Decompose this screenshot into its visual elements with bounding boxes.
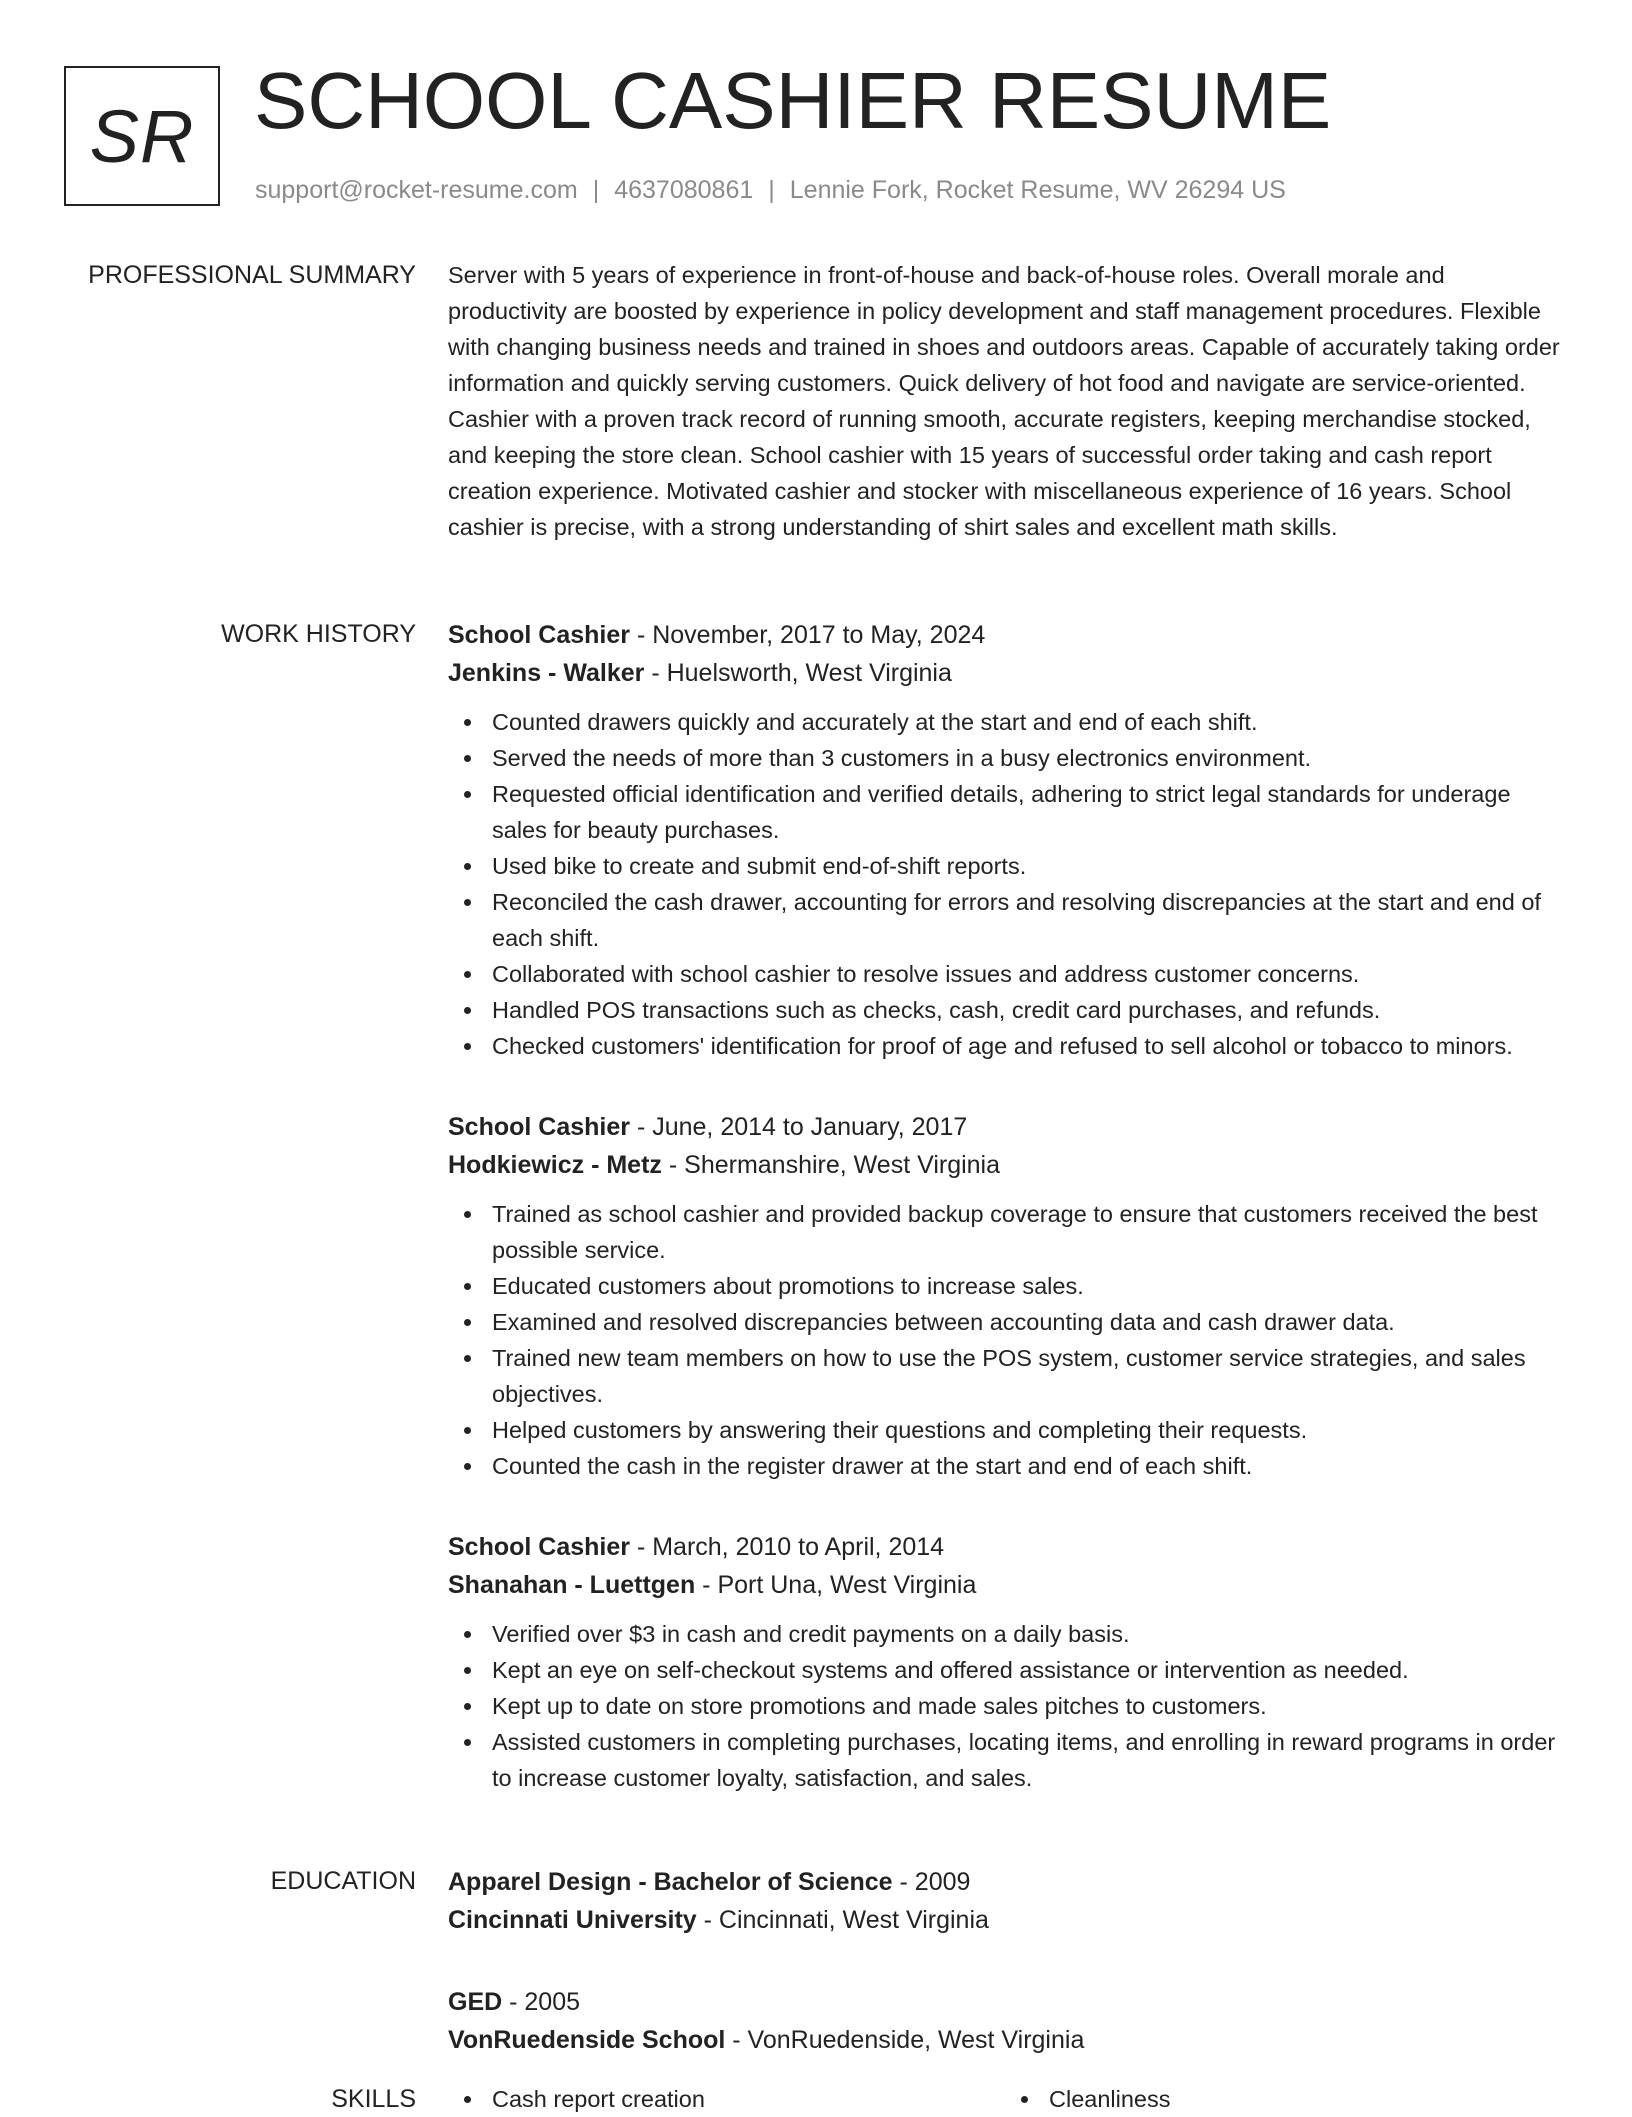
job-company-line [448, 1146, 1562, 1184]
job-company: Hodkiewicz - Metz [448, 1151, 662, 1179]
job-dates: - March, 2010 to April, 2014 [630, 1533, 945, 1561]
contact-separator: | [592, 176, 600, 204]
job-bullet: Examined and resolved discrepancies between accounting data and cash drawer data. [448, 1304, 1562, 1340]
job-entry [448, 616, 1562, 1064]
job-entry [448, 1108, 1562, 1484]
job-bullet: Kept an eye on self-checkout systems and offered assistance or intervention as needed. [448, 1652, 1562, 1688]
job-location: - Port Una, West Virginia [695, 1571, 977, 1599]
job-bullet: Requested official identification and verified details, adhering to strict legal standards for underage sales for beauty purchases. [448, 776, 1562, 848]
education-year: - 2009 [892, 1868, 971, 1896]
contact-phone[interactable]: 4637080861 [614, 176, 754, 204]
education-degree-line [448, 1983, 1562, 2021]
contact-email[interactable]: support@rocket-resume.com [255, 176, 578, 204]
education-location: - Cincinnati, West Virginia [696, 1906, 989, 1934]
education-school: Cincinnati University [448, 1906, 697, 1934]
job-bullet: Trained as school cashier and provided backup coverage to ensure that customers received the best possible service. [448, 1196, 1562, 1268]
job-title: School Cashier [448, 621, 630, 649]
job-bullet: Assisted customers in completing purchases, locating items, and enrolling in reward programs in order to increase customer loyalty, satisfaction, and sales. [448, 1724, 1562, 1796]
job-title-line [448, 1528, 1562, 1566]
job-bullet-list [448, 1616, 1562, 1796]
job-bullet-list [448, 704, 1562, 1064]
job-title: School Cashier [448, 1533, 630, 1561]
job-bullet: Helped customers by answering their questions and completing their requests. [448, 1412, 1562, 1448]
job-company: Shanahan - Luettgen [448, 1571, 696, 1599]
education-school-line [448, 2021, 1562, 2059]
work-history-body [448, 616, 1562, 1840]
education-school-line [448, 1901, 1562, 1939]
contact-separator: | [768, 176, 775, 204]
monogram-box [64, 66, 220, 206]
section-label-education: EDUCATION [270, 1867, 416, 1895]
education-year: - 2005 [502, 1988, 581, 2016]
job-bullet: Kept up to date on store promotions and made sales pitches to customers. [448, 1688, 1562, 1724]
education-body [448, 1863, 1562, 2103]
contact-line [255, 174, 1286, 206]
job-bullet: Checked customers' identification for proof of age and refused to sell alcohol or tobacco to minors. [448, 1028, 1562, 1064]
job-dates: - November, 2017 to May, 2024 [630, 621, 986, 649]
job-bullet: Counted the cash in the register drawer at the start and end of each shift. [448, 1448, 1562, 1484]
job-dates: - June, 2014 to January, 2017 [630, 1113, 968, 1141]
job-bullet: Trained new team members on how to use the POS system, customer service strategies, and sales objectives. [448, 1340, 1562, 1412]
job-title: School Cashier [448, 1113, 630, 1141]
education-entry [448, 1863, 1562, 1939]
job-bullet: Counted drawers quickly and accurately at the start and end of each shift. [448, 704, 1562, 740]
job-company-line [448, 654, 1562, 692]
education-degree-line [448, 1863, 1562, 1901]
education-degree: GED [448, 1988, 503, 2016]
job-bullet: Collaborated with school cashier to resolve issues and address customer concerns. [448, 956, 1562, 992]
job-bullet: Verified over $3 in cash and credit payments on a daily basis. [448, 1616, 1562, 1652]
job-bullet: Handled POS transactions such as checks, cash, credit card purchases, and refunds. [448, 992, 1562, 1028]
job-entry [448, 1528, 1562, 1796]
education-entry [448, 1983, 1562, 2059]
education-school: VonRuedenside School [448, 2026, 726, 2054]
skill-item: Cash report creation [448, 2081, 1005, 2117]
resume-title: SCHOOL CASHIER RESUME [254, 56, 1332, 145]
job-location: - Huelsworth, West Virginia [644, 659, 952, 687]
skill-item: Cleanliness [1005, 2081, 1562, 2117]
contact-address: Lennie Fork, Rocket Resume, WV 26294 US [789, 176, 1286, 204]
job-bullet: Used bike to create and submit end-of-shift reports. [448, 848, 1562, 884]
job-bullet-list [448, 1196, 1562, 1484]
section-label-summary: PROFESSIONAL SUMMARY [88, 261, 416, 289]
summary-text: Server with 5 years of experience in front-of-house and back-of-house roles. Overall morale and productivity are boosted by experience in policy development and staff management procedures. Flexible with changing business needs and trained in shoes and outdoors areas. Capable of accurately taking order information and quickly serving customers. Quick delivery of hot food and navigate are service-oriented. Cashier with a proven track record of running smooth, accurate registers, keeping merchandise stocked, and keeping the store clean. School cashier with 15 years of successful order taking and cash report creation experience. Motivated cashier and stocker with miscellaneous experience of 16 years. School cashier is precise, with a strong understanding of shirt sales and excellent math skills. [448, 262, 1560, 540]
education-location: - VonRuedenside, West Virginia [725, 2026, 1085, 2054]
job-bullet: Served the needs of more than 3 customers in a busy electronics environment. [448, 740, 1562, 776]
job-location: - Shermanshire, West Virginia [661, 1151, 1001, 1179]
summary-body [448, 257, 1562, 545]
job-company: Jenkins - Walker [448, 659, 645, 687]
education-degree: Apparel Design - Bachelor of Science [448, 1868, 893, 1896]
job-title-line [448, 616, 1562, 654]
section-label-skills: SKILLS [331, 2085, 416, 2113]
job-company-line [448, 1566, 1562, 1604]
job-title-line [448, 1108, 1562, 1146]
job-bullet: Educated customers about promotions to increase sales. [448, 1268, 1562, 1304]
job-bullet: Reconciled the cash drawer, accounting for errors and resolving discrepancies at the start and end of each shift. [448, 884, 1562, 956]
section-label-work-history: WORK HISTORY [221, 620, 416, 648]
monogram-initials: SR [89, 94, 195, 178]
